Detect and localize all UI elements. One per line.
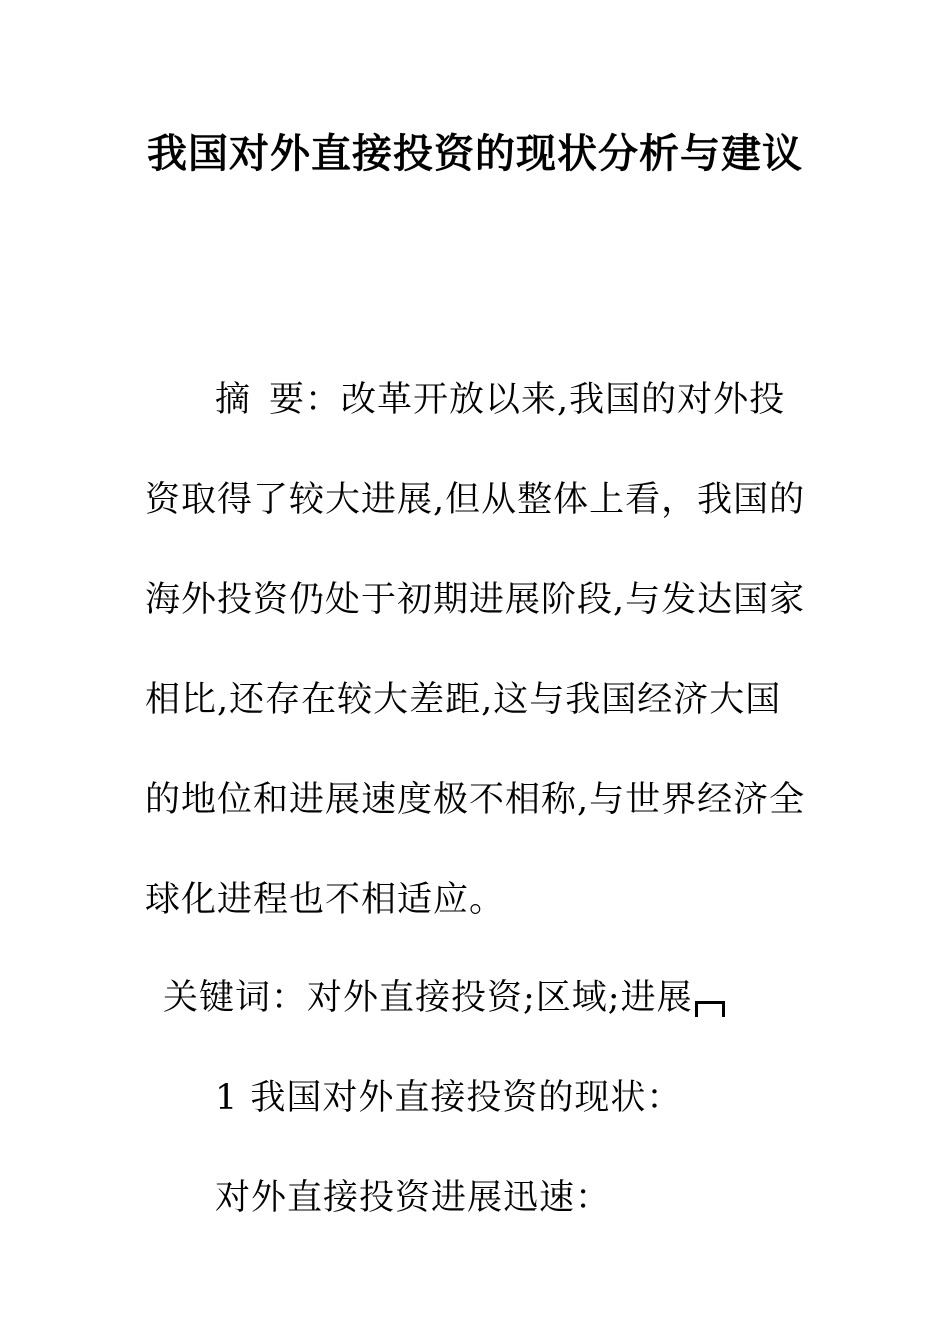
abstract-line-3: 海外投资仍处于初期进展阶段,与发达国家	[145, 580, 806, 620]
keywords-text: 关键词：对外直接投资;区域;进展	[163, 978, 693, 1018]
abstract-line-6: 球化进程也不相适应。	[145, 880, 506, 920]
abstract-label-2: 要：	[269, 380, 342, 420]
document-title: 我国对外直接投资的现状分析与建议	[147, 131, 803, 177]
bracket-mark-icon	[695, 1001, 725, 1017]
abstract-line-1	[215, 378, 785, 422]
abstract-line-5: 的地位和进展速度极不相称,与世界经济全	[145, 780, 806, 820]
section-heading-1: 1 我国对外直接投资的现状：	[215, 1078, 683, 1118]
abstract-text-1: 改革开放以来,我国的对外投	[341, 380, 786, 420]
abstract-line-2: 资取得了较大进展,但从整体上看，我国的	[145, 480, 806, 520]
keywords-line	[163, 976, 725, 1020]
abstract-label-1: 摘	[215, 380, 252, 420]
section-heading-2: 对外直接投资进展迅速：	[215, 1178, 612, 1218]
abstract-line-4: 相比,还存在较大差距,这与我国经济大国	[145, 680, 782, 720]
